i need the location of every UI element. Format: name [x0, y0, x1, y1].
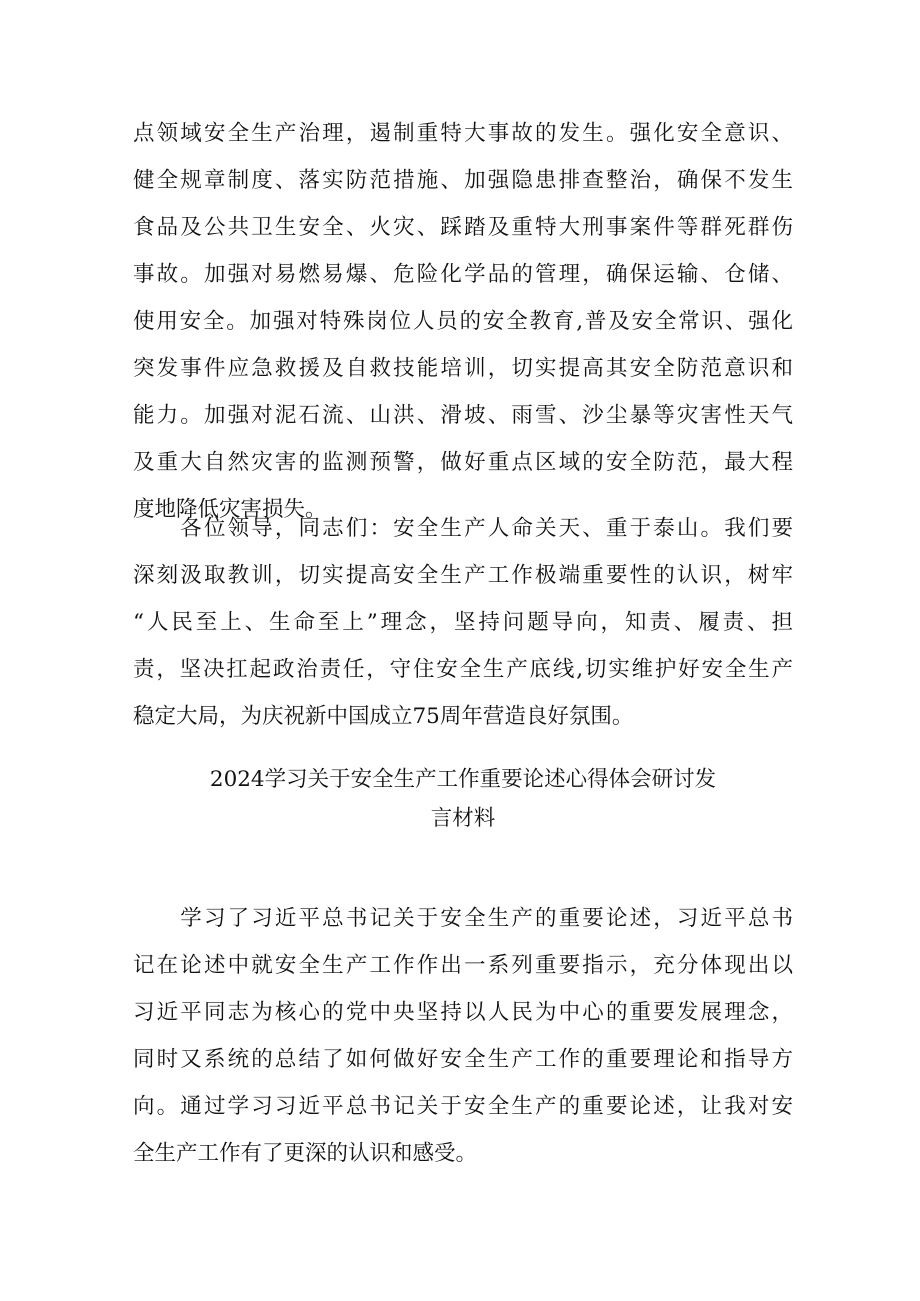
text-line: 学习了习近平总书记关于安全生产的重要论述，习近平总书 — [133, 906, 793, 931]
text-line: 深刻汲取教训，切实提高安全生产工作极端重要性的认识，树牢 — [133, 563, 793, 588]
text-line: 及重大自然灾害的监测预警，做好重点区域的安全防范，最大程 — [133, 450, 793, 475]
text-line: “人民至上、生命至上”理念，坚持问题导向，知责、履责、担 — [133, 610, 793, 635]
title-line: 言材料 — [430, 806, 496, 831]
paragraph-study-reflection — [133, 895, 793, 1177]
text-line: 各位领导，同志们：安全生产人命关天、重于泰山。我们要 — [133, 516, 793, 541]
text-line: 记在论述中就安全生产工作作出一系列重要指示，充分体现出以 — [133, 953, 793, 978]
text-line: 使用安全。加强对特殊岗位人员的安全教育,普及安全常识、强化 — [133, 309, 793, 334]
text-line: 向。通过学习习近平总书记关于安全生产的重要论述，让我对安 — [133, 1094, 793, 1119]
text-line: 能力。加强对泥石流、山洪、滑坡、雨雪、沙尘暴等灾害性天气 — [133, 403, 793, 428]
text-line: 点领域安全生产治理，遏制重特大事故的发生。强化安全意识、 — [133, 121, 793, 146]
text-line: 事故。加强对易燃易爆、危险化学品的管理，确保运输、仓储、 — [133, 262, 793, 287]
paragraph-safety-measures — [133, 110, 793, 533]
text-line: 健全规章制度、落实防范措施、加强隐患排查整治，确保不发生 — [133, 168, 793, 193]
text-line: 度地降低灾害损失。 — [133, 497, 327, 522]
text-line: 责，坚决扛起政治责任，守住安全生产底线,切实维护好安全生产 — [133, 657, 793, 682]
text-line: 全生产工作有了更深的认识和感受。 — [133, 1141, 478, 1166]
text-line: 突发事件应急救援及自救技能培训，切实提高其安全防范意识和 — [133, 356, 793, 381]
paragraph-closing-remarks — [133, 505, 793, 740]
section-title — [133, 760, 793, 838]
text-line: 食品及公共卫生安全、火灾、踩踏及重特大刑事案件等群死群伤 — [133, 215, 793, 240]
text-line: 习近平同志为核心的党中央坚持以人民为中心的重要发展理念， — [133, 1000, 793, 1025]
title-line: 2024学习关于安全生产工作重要论述心得体会研讨发 — [209, 767, 717, 792]
text-line: 稳定大局，为庆祝新中国成立75周年营造良好氛围。 — [133, 704, 634, 729]
text-line: 同时又系统的总结了如何做好安全生产工作的重要理论和指导方 — [133, 1047, 793, 1072]
